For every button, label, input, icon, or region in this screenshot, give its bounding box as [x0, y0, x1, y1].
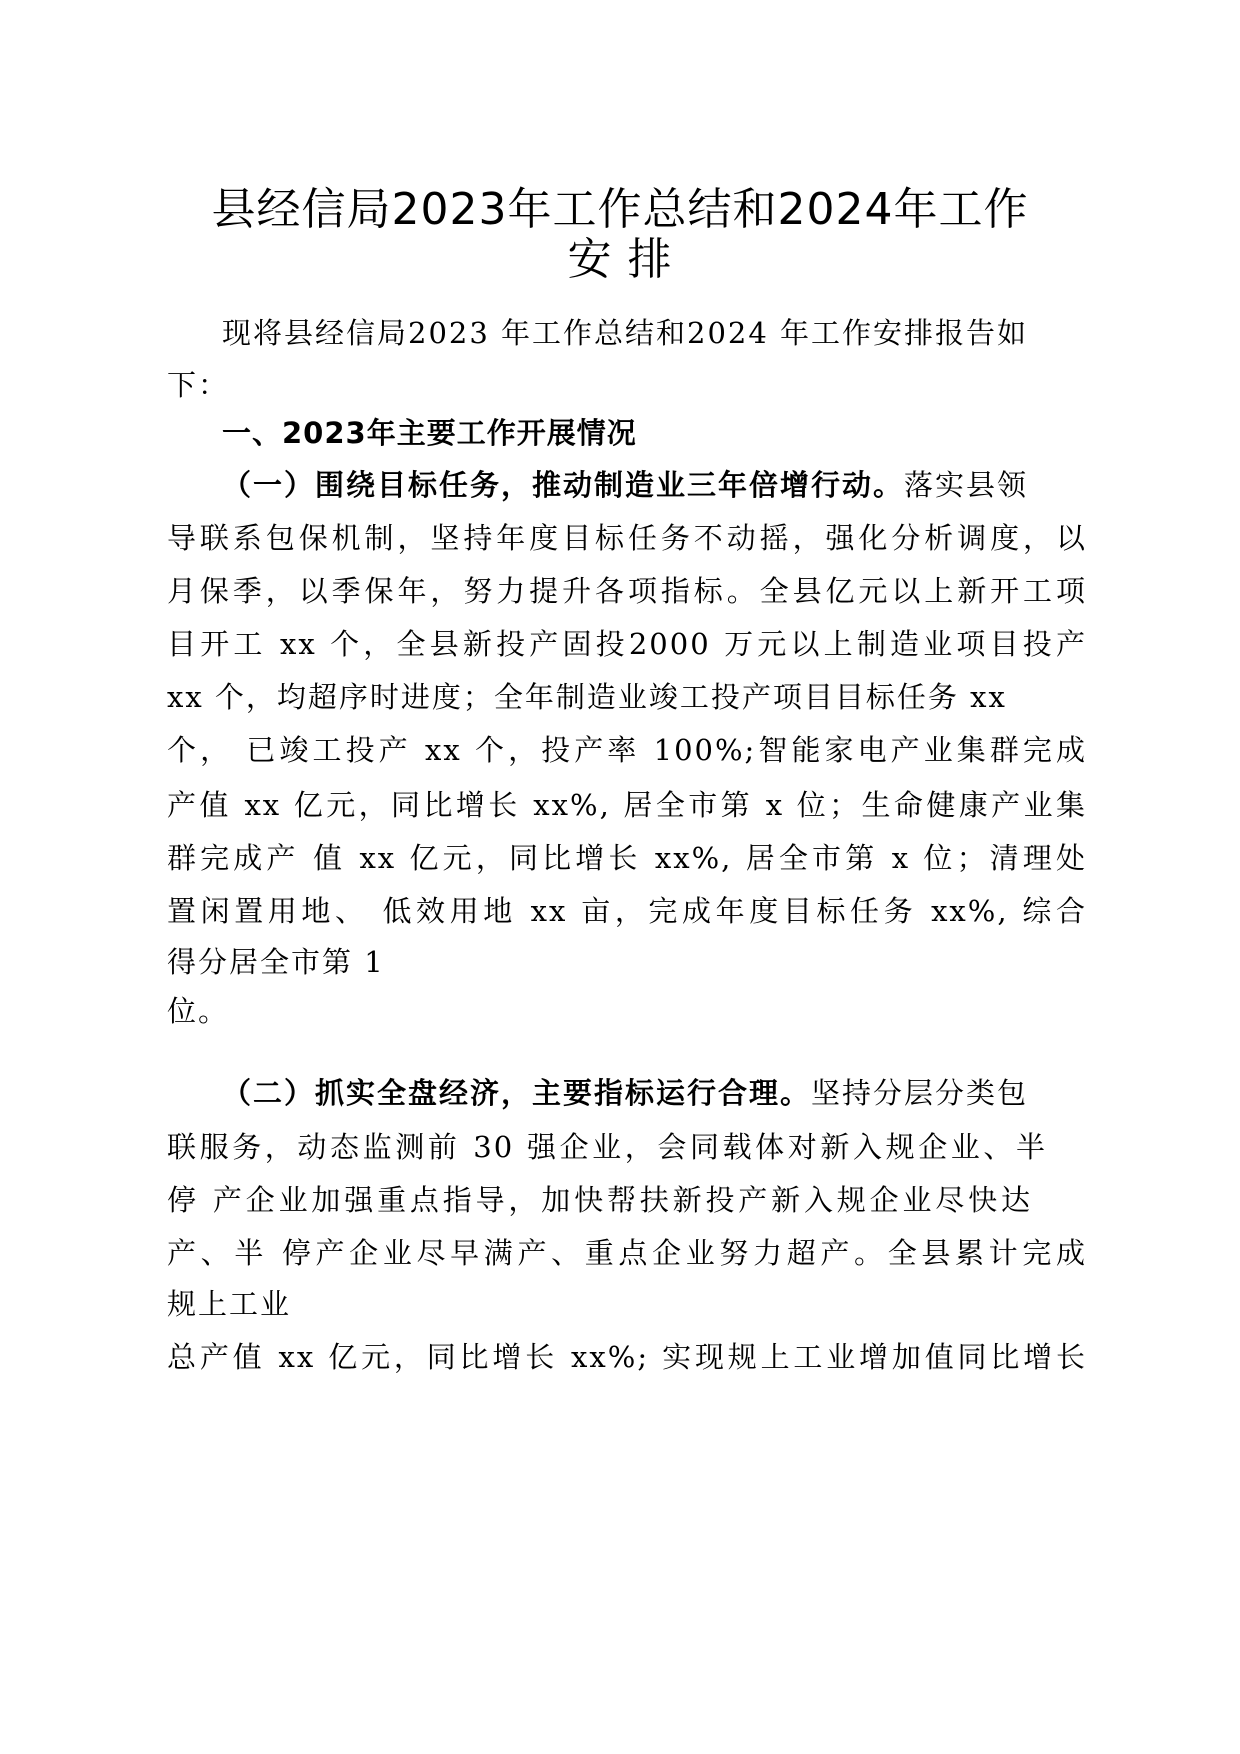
para1-line-2: 导联系包保机制，坚持年度目标任务不动摇，强化分析调度，以 — [167, 521, 1087, 555]
para1-line-11: 位。 — [167, 994, 230, 1028]
para1-line-1-rest: 落实县领 — [904, 468, 1029, 502]
para1-bold-lead: （一）围绕目标任务，推动制造业三年倍增行动。 — [222, 468, 905, 502]
para1-line-10: 得分居全市第 1 — [167, 945, 385, 979]
para1-line-9: 置闲置用地、 低效用地 xx 亩，完成年度目标任务 xx%, 综合 — [167, 894, 1087, 928]
para2-bold-lead: （二）抓实全盘经济，主要指标运行合理。 — [222, 1076, 812, 1110]
para2-line-1-rest: 坚持分层分类包 — [811, 1076, 1029, 1110]
para1-line-6: 个， 已竣工投产 xx 个，投产率 100%;智能家电产业集群完成 — [167, 733, 1087, 767]
para1-line-4: 目开工 xx 个，全县新投产固投2000 万元以上制造业项目投产 — [167, 627, 1087, 661]
intro-line-1: 现将县经信局2023 年工作总结和2024 年工作安排报告如 — [222, 316, 1029, 350]
para2-line-2: 联服务，动态监测前 30 强企业，会同载体对新入规企业、半 — [167, 1130, 1047, 1164]
para1-line-8: 群完成产 值 xx 亿元，同比增长 xx%, 居全市第 x 位；清理处 — [167, 841, 1087, 875]
document-title-line-1: 县经信局2023年工作总结和2024年工作 — [211, 184, 1029, 235]
para1-line-5: xx 个，均超序时进度；全年制造业竣工投产项目目标任务 xx — [167, 680, 1007, 714]
para1-line-7: 产值 xx 亿元，同比增长 xx%, 居全市第 x 位；生命健康产业集 — [167, 788, 1087, 822]
para2-line-6: 总产值 xx 亿元，同比增长 xx%; 实现规上工业增加值同比增长 — [167, 1340, 1087, 1374]
para1-line-3: 月保季，以季保年，努力提升各项指标。全县亿元以上新开工项 — [167, 574, 1087, 608]
para2-line-4: 产、半 停产企业尽早满产、重点企业努力超产。全县累计完成 — [167, 1236, 1087, 1270]
para2-line-3: 停 产企业加强重点指导，加快帮扶新投产新入规企业尽快达 — [167, 1183, 1032, 1217]
intro-line-2: 下： — [167, 368, 230, 402]
para2-line-5: 规上工业 — [167, 1287, 292, 1321]
para1-line-1 — [222, 465, 1087, 505]
para2-line-1 — [222, 1073, 1087, 1113]
section-heading-1: 一、2023年主要工作开展情况 — [222, 416, 637, 450]
document-title-line-2: 安 排 — [567, 234, 673, 285]
